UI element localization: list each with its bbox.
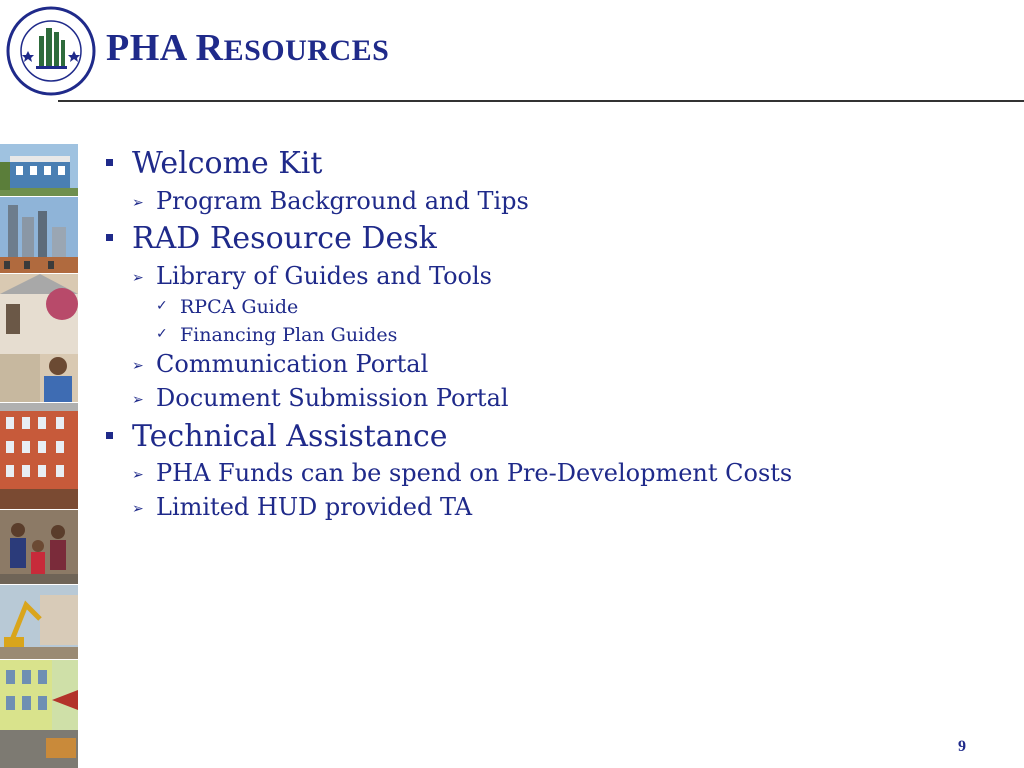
bullet-text: Technical Assistance [132, 419, 448, 454]
resident-porch-photo [0, 274, 78, 402]
title-smallcaps: ESOURCES [223, 34, 390, 67]
sub-bullet-text: Program Background and Tips [156, 187, 529, 215]
title-first-word: PHA [106, 27, 186, 69]
sub-bullet-text: Limited HUD provided TA [156, 493, 473, 521]
photo-strip [0, 144, 78, 768]
sub-bullet-text: PHA Funds can be spend on Pre-Development Costs [156, 459, 793, 487]
bullet-text: RAD Resource Desk [132, 221, 437, 256]
arrow-bullet-icon: ➢ [132, 467, 144, 483]
square-bullet-icon [106, 432, 113, 439]
apartment-building-photo [0, 403, 78, 509]
sub-bullet-text: Library of Guides and Tools [156, 262, 492, 290]
street-storefront-photo [0, 660, 78, 768]
construction-photo [0, 585, 78, 659]
arrow-bullet-icon: ➢ [132, 195, 144, 211]
hud-seal-logo [6, 6, 96, 96]
page-title [106, 26, 389, 70]
house-photo [0, 144, 78, 196]
arrow-bullet-icon: ➢ [132, 392, 144, 408]
arrow-bullet-icon: ➢ [132, 358, 144, 374]
arrow-bullet-icon: ➢ [132, 270, 144, 286]
sub-bullet-text: Communication Portal [156, 350, 429, 378]
square-bullet-icon [106, 234, 113, 241]
sub-bullet-text: Document Submission Portal [156, 384, 509, 412]
check-item-text: Financing Plan Guides [180, 324, 398, 346]
title-divider [58, 100, 1024, 102]
city-skyline-photo [0, 197, 78, 273]
arrow-bullet-icon: ➢ [132, 501, 144, 517]
check-item-text: RPCA Guide [180, 296, 299, 318]
bullet-text: Welcome Kit [132, 146, 323, 181]
page-number: 9 [958, 738, 966, 755]
square-bullet-icon [106, 159, 113, 166]
checkmark-icon: ✓ [156, 298, 168, 314]
family-photo [0, 510, 78, 584]
checkmark-icon: ✓ [156, 326, 168, 342]
title-initial: R [195, 27, 224, 69]
